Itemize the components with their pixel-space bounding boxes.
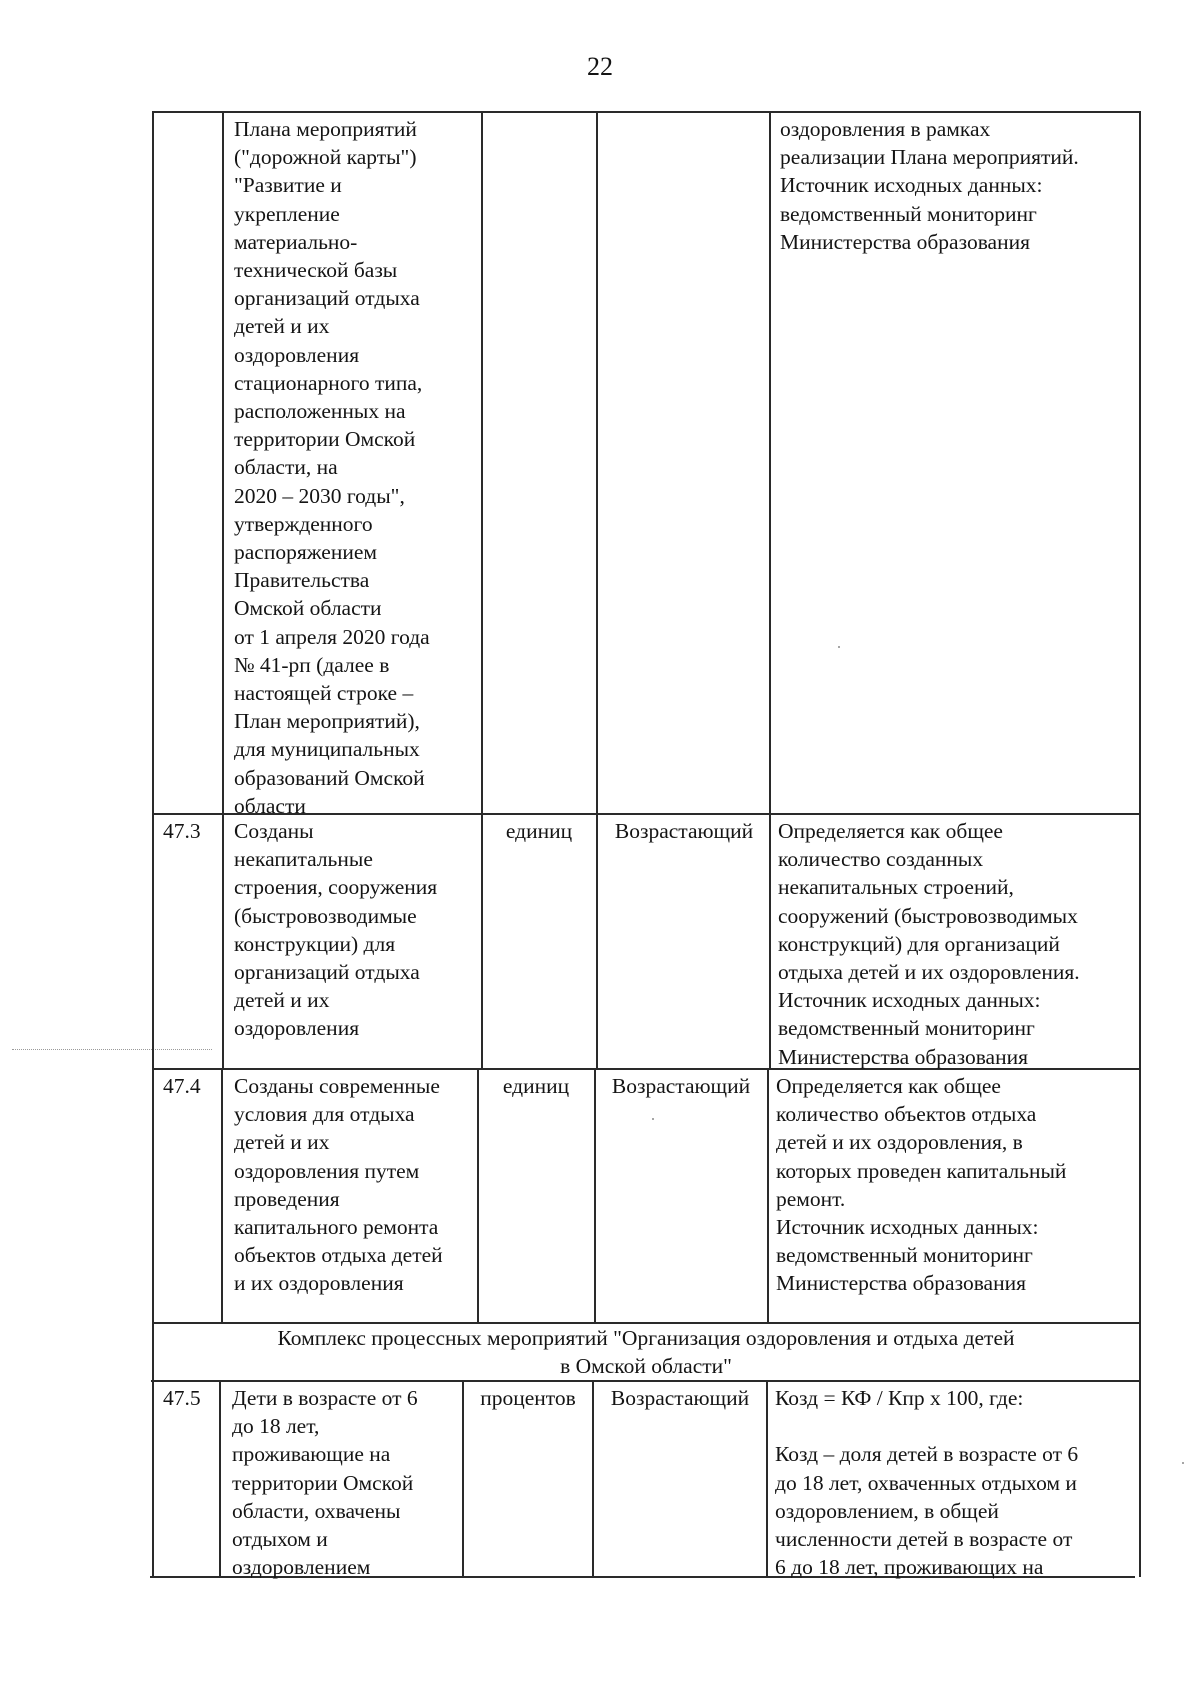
calculation-method-cell: Определяется как общее количество объектов отдыха детей и их оздоровления, в которых проведен капитальный ремонт. Источник исходных данных: ведомственный мониторинг Министерства образования <box>776 1074 1067 1296</box>
trend-cell: Возрастающий <box>611 1074 751 1098</box>
page-number: 22 <box>587 52 613 81</box>
column-border <box>769 111 771 1068</box>
column-border <box>767 1068 769 1322</box>
indicator-name-cell: Плана мероприятий ("дорожной карты") "Развитие и укрепление материально- технической базы организаций отдыха детей и их оздоровления стационарного типа, расположенных на территории Омской области, на 2020 – 2030 годы", утвержденного распоряжением Правительства Омской области от 1 апреля 2020 года № 41-рп (далее в настоящей строке – План мероприятий), для муниципальных образований Омской области <box>234 117 430 818</box>
column-border <box>221 1068 223 1322</box>
unit-cell: единиц <box>505 819 573 843</box>
indicator-name-cell: Созданы современные условия для отдыха детей и их оздоровления путем проведения капитального ремонта объектов отдыха детей и их оздоровления <box>234 1074 443 1296</box>
calculation-method-cell: Определяется как общее количество созданных некапитальных строений, сооружений (быстровозводимых конструкций) для организаций отдыха детей и их оздоровления. Источник исходных данных: ведомственный мониторинг Министерства образования <box>778 819 1080 1069</box>
column-border <box>596 111 598 1068</box>
column-border <box>594 1068 596 1322</box>
indicator-name-cell: Дети в возрасте от 6 до 18 лет, проживающие на территории Омской области, охвачены отдыхом и оздоровлением <box>232 1386 418 1580</box>
section-header: Комплекс процессных мероприятий "Организация оздоровления и отдыха детей в Омской области" <box>277 1326 1015 1378</box>
row-border <box>152 111 1140 113</box>
scan-artifact-line <box>12 1049 212 1051</box>
row-border <box>151 1380 1140 1382</box>
column-border <box>481 111 483 1068</box>
row-number-cell: 47.3 <box>163 819 201 843</box>
calculation-method-cell: Козд = КФ / Кпр х 100, где: Козд – доля детей в возрасте от 6 до 18 лет, охваченных отдыхом и оздоровлением, в общей численности детей в возрасте от 6 до 18 лет, проживающих на <box>775 1386 1079 1580</box>
trend-cell: Возрастающий <box>614 819 754 843</box>
row-number-cell: 47.5 <box>163 1386 201 1410</box>
column-border <box>222 111 224 1068</box>
calculation-method-cell: оздоровления в рамках реализации Плана мероприятий. Источник исходных данных: ведомственный мониторинг Министерства образования <box>780 117 1079 254</box>
column-border <box>477 1068 479 1322</box>
column-border <box>766 1380 768 1577</box>
unit-cell: процентов <box>480 1386 576 1410</box>
column-border <box>592 1380 594 1577</box>
row-number-cell: 47.4 <box>163 1074 201 1098</box>
trend-cell: Возрастающий <box>610 1386 750 1410</box>
scan-speck <box>1182 1462 1184 1464</box>
indicator-name-cell: Созданы некапитальные строения, сооружения (быстровозводимые конструкции) для организаций отдыха детей и их оздоровления <box>234 819 438 1041</box>
scan-speck <box>838 646 840 648</box>
unit-cell: единиц <box>502 1074 570 1098</box>
scan-speck <box>652 1118 654 1120</box>
column-border <box>219 1380 221 1577</box>
